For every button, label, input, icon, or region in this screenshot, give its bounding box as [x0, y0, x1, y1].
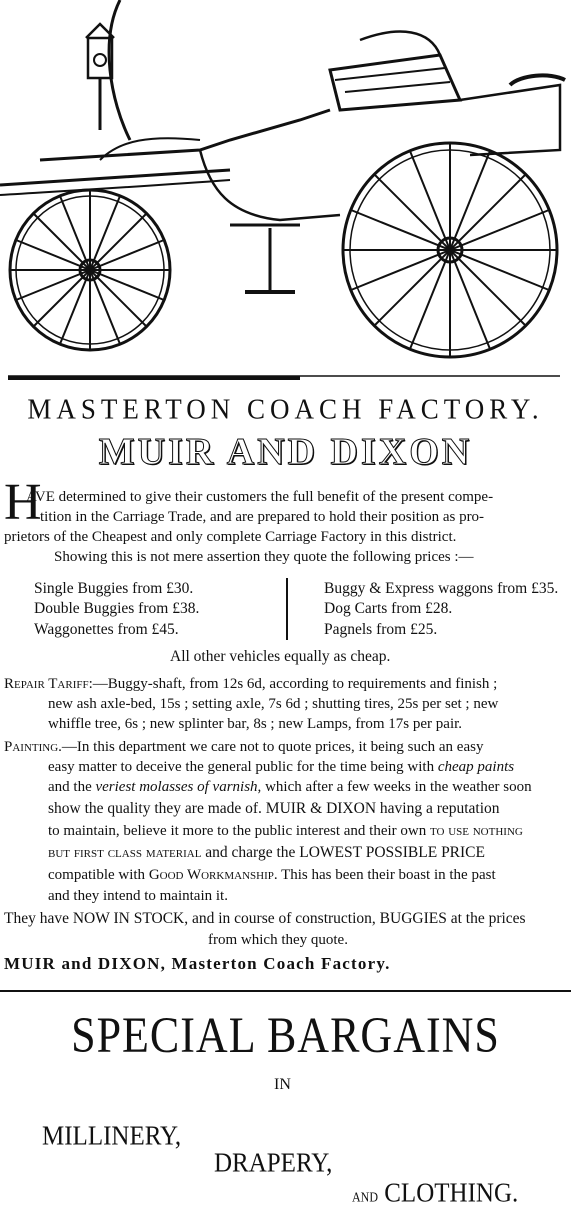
painting-text-3a: and the — [48, 779, 92, 795]
stock-line-1: They have NOW IN STOCK, and in course of construction, BUGGIES at the prices — [4, 910, 526, 927]
painting-text-2b: cheap paints — [437, 759, 515, 775]
painting-text-6b: and charge the LOWEST POSSIBLE PRICE — [205, 844, 485, 861]
painting-text-3c: which after a few weeks in the weather soon — [265, 779, 532, 795]
bargains-item-clothing: CLOTHING. — [384, 1178, 519, 1209]
bargains-and: and — [352, 1185, 378, 1206]
intro-line-2: tition in the Carriage Trade, and are prepared to hold their position as pro- — [40, 509, 485, 525]
repair-label: Repair Tariff — [4, 676, 89, 692]
price-left-1: Single Buggies from £30. — [34, 580, 194, 597]
factory-title: MASTERTON COACH FACTORY. — [27, 393, 544, 425]
painting-line-5 — [48, 822, 523, 840]
painting-line-3 — [48, 778, 532, 796]
painting-text-2a: easy matter to deceive the general public for the time being with — [48, 759, 435, 775]
price-footer: All other vehicles equally as cheap. — [170, 648, 391, 665]
painting-line-4: show the quality they are made of. MUIR & DIXON having a reputation — [48, 800, 500, 817]
carriage-illustration — [0, 0, 571, 390]
signature-line: MUIR and DIXON, Masterton Coach Factory. — [4, 954, 391, 973]
price-right-1: Buggy & Express waggons from £35. — [324, 580, 559, 597]
bargains-item-millinery: MILLINERY, — [42, 1121, 182, 1152]
section-divider — [0, 990, 571, 992]
painting-line-6 — [48, 844, 485, 862]
bargains-item-drapery: DRAPERY, — [214, 1148, 333, 1179]
bargains-title: SPECIAL BARGAINS — [71, 1007, 500, 1064]
firm-name: MUIR AND DIXON — [98, 431, 473, 473]
painting-text-7b: Good Workmanship. — [148, 867, 278, 883]
painting-text-7c: This has been their boast in the past — [281, 867, 496, 883]
painting-text-3b: veriest molasses of varnish, — [95, 779, 262, 795]
price-divider — [286, 578, 288, 640]
stock-line-2: from which they quote. — [208, 932, 348, 948]
painting-text-7a: compatible with — [48, 867, 146, 883]
painting-label: Painting. — [4, 739, 62, 755]
repair-line-2: new ash axle-bed, 15s ; setting axle, 7s 6d ; shutting tires, 25s per set ; new — [48, 696, 499, 712]
painting-line-1 — [4, 738, 483, 756]
bargains-in: IN — [274, 1076, 291, 1093]
price-right-2: Dog Carts from £28. — [324, 600, 453, 617]
painting-line-2 — [48, 758, 514, 776]
drop-cap: H — [4, 474, 42, 531]
painting-text-5a: to maintain, believe it more to the public interest and their own — [48, 823, 427, 839]
bargains-item-clothing-line — [352, 1179, 518, 1212]
painting-text-6a: but first class material — [48, 844, 202, 861]
intro-line-1: AVE determined to give their customers the full benefit of the present compe- — [26, 489, 494, 505]
intro-line-3: prietors of the Cheapest and only complete Carriage Factory in this district. — [4, 529, 457, 545]
painting-line-7 — [48, 866, 496, 884]
intro-line-4: Showing this is not mere assertion they quote the following prices :— — [54, 549, 474, 565]
price-left-2: Double Buggies from £38. — [34, 600, 200, 617]
repair-line-1 — [4, 675, 497, 693]
painting-line-8: and they intend to maintain it. — [48, 888, 228, 904]
painting-text-1: —In this department we care not to quote prices, it being such an easy — [61, 739, 484, 755]
painting-text-5b: to use nothing — [429, 823, 523, 839]
price-right-3: Pagnels from £25. — [324, 621, 438, 638]
price-left-3: Waggonettes from £45. — [34, 621, 179, 638]
repair-text-1: :—Buggy-shaft, from 12s 6d, according to requirements and finish ; — [88, 676, 498, 692]
repair-line-3: whiffle tree, 6s ; new splinter bar, 8s ; new Lamps, from 17s per pair. — [48, 716, 463, 732]
